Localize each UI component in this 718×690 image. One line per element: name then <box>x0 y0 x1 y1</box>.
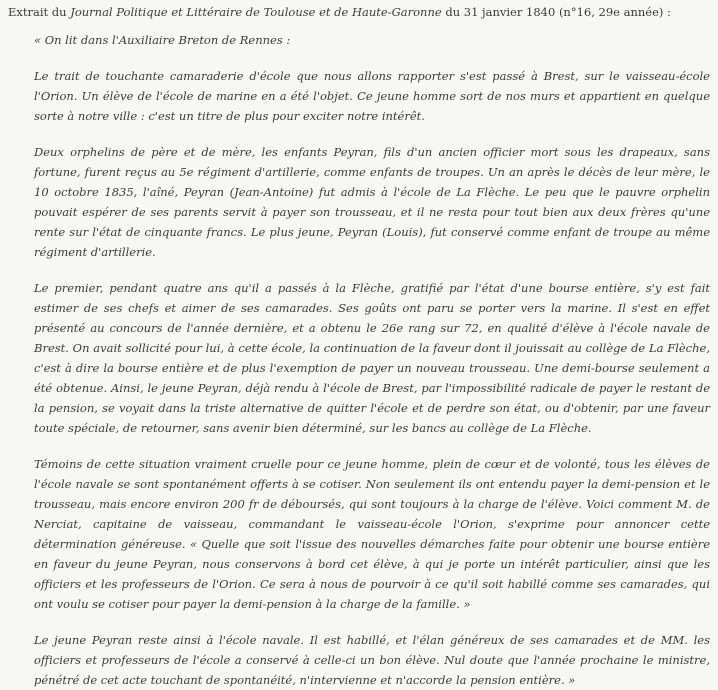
journal-title: Journal Politique et Littéraire de Toulouse et de Haute-Garonne <box>70 5 442 19</box>
paragraph-conclusion: Le jeune Peyran reste ainsi à l'école navale. Il est habillé, et l'élan généreux de ses camarades et de MM. les officiers et professeurs de l'école a conservé à celle-ci un bon élève. Nul doute que l'année prochaine le ministre, pénétré de cet acte touchant de spontanéité, n'intervienne et n'accorde la pension entière. » <box>34 633 710 687</box>
intro-suffix: du 31 janvier 1840 (n°16, 29e année) : <box>441 5 671 19</box>
paragraph-school-anecdote: Le trait de touchante camaraderie d'école que nous allons rapporter s'est passé à Brest, sur le vaisseau-école l'Orion. Un élève de l'école de marine en a été l'objet. Ce jeune homme sort de nos murs et appartient en quelque sorte à notre ville : c'est un titre de plus pour exciter notre intérêt. <box>34 69 710 123</box>
intro-prefix: Extrait du <box>8 5 71 19</box>
quote-source: « On lit dans l'Auxiliaire Breton de Rennes : <box>34 33 291 47</box>
quoted-article <box>34 30 710 690</box>
paragraph-la-fleche: Le premier, pendant quatre ans qu'il a passés à la Flèche, gratifié par l'état d'une bourse entière, s'y est fait estimer de ses chefs et aimer de ses camarades. Ses goûts ont paru se porter vers la marine. Il s'est en effet présenté au concours de l'année dernière, et a obtenu le 26e rang sur 72, en qualité d'élève à l'école navale de Brest. On avait sollicité pour lui, à cette école, la continuation de la faveur dont il jouissait au collège de La Flèche, c'est à dire la bourse entière et de plus l'exemption de payer un nouveau trousseau. Une demi-bourse seulement a été obtenue. Ainsi, le jeune Peyran, déjà rendu à l'école de Brest, par l'impossibilité radicale de payer le restant de la pension, se voyait dans la triste alternative de quitter l'école et de perdre son état, ou d'obtenir, par une faveur toute spéciale, de retourner, sans avenir bien déterminé, sur les bancs au collège de La Flèche. <box>34 281 710 435</box>
intro-line <box>8 2 710 22</box>
paragraph-classmates: Témoins de cette situation vraiment cruelle pour ce jeune homme, plein de cœur et de volonté, tous les élèves de l'école navale se sont spontanément offerts à se cotiser. Non seulement ils ont entendu payer la demi-pension et le trousseau, mais encore environ 200 fr de déboursés, qui sont toujours à la charge de l'élève. Voici comment M. de Nerciat, capitaine de vaisseau, commandant le vaisseau-école l'Orion, s'exprime pour annoncer cette détermination généreuse. « Quelle que soit l'issue des nouvelles démarches faite pour obtenir une bourse entière en faveur du jeune Peyran, nous conservons à bord cet élève, à qui je porte un intérêt particulier, ainsi que les officiers et les professeurs de l'Orion. Ce sera à nous de pourvoir à ce qu'il soit habillé comme ses camarades, qui ont voulu se cotiser pour payer la demi-pension à la charge de la famille. » <box>34 457 710 611</box>
paragraph-orphans: Deux orphelins de père et de mère, les enfants Peyran, fils d'un ancien officier mort sous les drapeaux, sans fortune, furent reçus au 5e régiment d'artillerie, comme enfants de troupes. Un an après le décès de leur mère, le 10 octobre 1835, l'aîné, Peyran (Jean-Antoine) fut admis à l'école de La Flèche. Le peu que le pauvre orphelin pouvait espérer de ses parents servit à payer son trousseau, et il ne resta pour tout bien aux deux frères qu'une rente sur l'état de cinquante francs. Le plus jeune, Peyran (Louis), fut conservé comme enfant de troupe au même régiment d'artillerie. <box>34 145 710 259</box>
